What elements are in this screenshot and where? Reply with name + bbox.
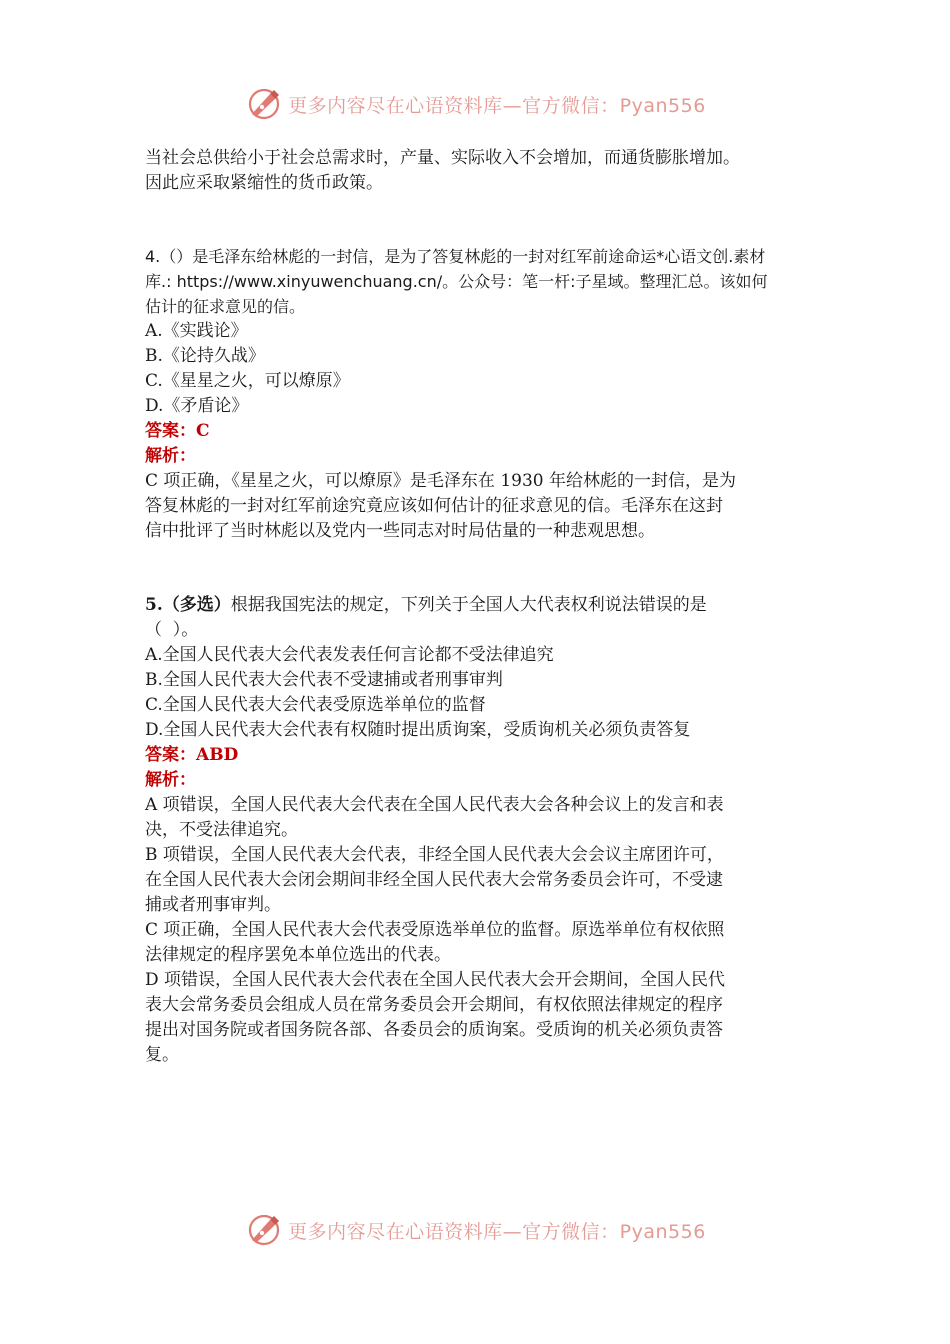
option-b: B.全国人民代表大会代表不受逮捕或者刑事审判 — [145, 670, 503, 690]
footer-watermark — [0, 1208, 950, 1252]
text-line: 当社会总供给小于社会总需求时，产量、实际收入不会增加，而通货膨胀增加。 — [145, 148, 740, 168]
option-a: A.全国人民代表大会代表发表任何言论都不受法律追究 — [145, 645, 554, 665]
watermark-text: 更多内容尽在心语资料库—官方微信：Pyan556 — [288, 1220, 706, 1243]
question-stem-line: 库.: https://www.xinyuwenchuang.cn/。公众号：笔一杆:子星域。整理汇总。该如何 — [145, 272, 768, 291]
intro-paragraph — [145, 146, 810, 196]
analysis-line: A 项错误，全国人民代表大会代表在全国人民代表大会各种会议上的发言和表 — [145, 795, 724, 815]
analysis-line: 决，不受法律追究。 — [145, 820, 298, 840]
option-c: C.《星星之火，可以燎原》 — [145, 371, 350, 391]
question-stem-line: 估计的征求意见的信。 — [145, 297, 306, 316]
analysis-label: 解析： — [145, 446, 196, 466]
watermark-text: 更多内容尽在心语资料库—官方微信：Pyan556 — [288, 94, 706, 117]
question-stem-text: 根据我国宪法的规定，下列关于全国人大代表权利说法错误的是 — [230, 595, 707, 615]
analysis-line: B 项错误，全国人民代表大会代表，非经全国人民代表大会会议主席团许可， — [145, 845, 724, 865]
analysis-line: 提出对国务院或者国务院各部、各委员会的质询案。受质询的机关必须负责答 — [145, 1020, 723, 1040]
option-d: D.《矛盾论》 — [145, 396, 249, 416]
answer: 答案：C — [145, 421, 210, 441]
question-number: 5.（多选） — [145, 595, 231, 615]
question-stem-line: （ ）。 — [145, 620, 199, 640]
option-d: D.全国人民代表大会代表有权随时提出质询案，受质询机关必须负责答复 — [145, 720, 691, 740]
analysis-line: 答复林彪的一封对红军前途究竟应该如何估计的征求意见的信。毛泽东在这封 — [145, 496, 723, 516]
option-c: C.全国人民代表大会代表受原选举单位的监督 — [145, 695, 486, 715]
analysis-line: 表大会常务委员会组成人员在常务委员会开会期间，有权依照法律规定的程序 — [145, 995, 723, 1015]
analysis-line: 信中批评了当时林彪以及党内一些同志对时局估量的一种悲观思想。 — [145, 521, 655, 541]
question-4 — [145, 244, 810, 544]
analysis-line: 在全国人民代表大会闭会期间非经全国人民代表大会常务委员会许可，不受逮 — [145, 870, 723, 890]
question-stem-line: 4.（）是毛泽东给林彪的一封信，是为了答复林彪的一封对红军前途命运*心语文创.素材 — [145, 247, 766, 266]
analysis-line: D 项错误，全国人民代表大会代表在全国人民代表大会开会期间，全国人民代 — [145, 970, 726, 990]
analysis-line: 复。 — [145, 1045, 179, 1065]
analysis-line: C 项正确，《星星之火，可以燎原》是毛泽东在 1930 年给林彪的一封信，是为 — [145, 471, 736, 491]
analysis-line: C 项正确，全国人民代表大会代表受原选举单位的监督。原选举单位有权依照 — [145, 920, 725, 940]
answer: 答案：ABD — [145, 745, 239, 765]
question-5 — [145, 593, 810, 1068]
option-b: B.《论持久战》 — [145, 346, 265, 366]
analysis-line: 法律规定的程序罢免本单位选出的代表。 — [145, 945, 451, 965]
analysis-line: 捕或者刑事审判。 — [145, 895, 281, 915]
analysis-label: 解析： — [145, 770, 196, 790]
pen-nib-logo-icon — [244, 1210, 284, 1250]
option-a: A.《实践论》 — [145, 321, 248, 341]
question-stem-line — [145, 593, 810, 618]
text-line: 因此应采取紧缩性的货币政策。 — [145, 173, 383, 193]
pen-nib-logo-icon — [244, 84, 284, 124]
header-watermark — [0, 82, 950, 126]
